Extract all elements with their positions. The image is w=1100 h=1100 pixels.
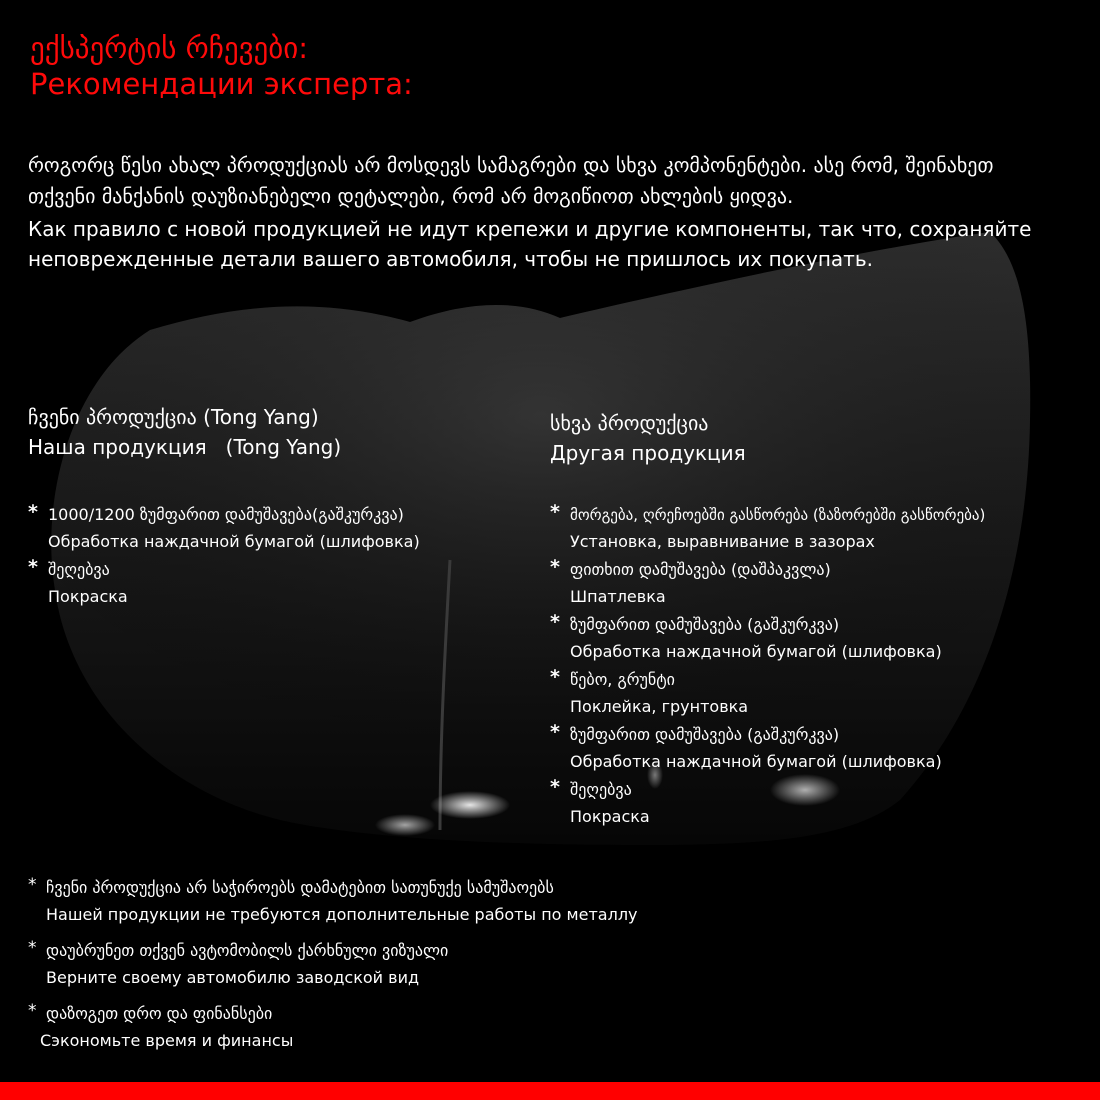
bullet-star-icon: * — [28, 938, 37, 958]
list-item-ru: Покраска — [570, 807, 650, 826]
list-item-ru: Шпатлевка — [570, 587, 666, 606]
bullet-star-icon: * — [550, 501, 560, 523]
list-item-ru: Нашей продукции не требуются дополнительные работы по металлу — [46, 905, 638, 924]
other-product-heading-ru: Другая продукция — [550, 441, 746, 465]
bullet-star-icon: * — [28, 1001, 37, 1021]
benefits-list — [28, 874, 1028, 1063]
other-product-heading-ka: სხვა პროდუქცია — [550, 411, 709, 435]
list-item-ka: ფითხით დამუშავება (დაშპაკვლა) — [570, 560, 831, 579]
list-item-ka: 1000/1200 ზუმფარით დამუშავება(გაშკურკვა) — [48, 505, 404, 524]
page-title — [30, 30, 413, 102]
bullet-star-icon: * — [28, 501, 38, 523]
list-item-ru: Верните своему автомобилю заводской вид — [46, 968, 420, 987]
list-item — [550, 667, 1100, 722]
list-item — [28, 1000, 1028, 1063]
intro-paragraph-ka: როგორც წესი ახალ პროდუქციას არ მოსდევს სამაგრები და სხვა კომპონენტები. ასე რომ, შეინახეთ თქვენი მანქანის დაუზიანებელი დეტალები, რომ არ მოგიწიოთ ახლების ყიდვა. — [28, 153, 994, 208]
bullet-star-icon: * — [28, 875, 37, 895]
list-item — [550, 557, 1100, 612]
list-item — [28, 937, 1028, 1000]
list-item-ru: Установка, выравнивание в зазорах — [570, 532, 875, 551]
intro-text — [28, 150, 1048, 274]
bullet-star-icon: * — [28, 556, 38, 578]
list-item-ka: ჩვენი პროდუქცია არ საჭიროებს დამატებით სათუნუქე სამუშაოებს — [46, 878, 554, 897]
other-product-column — [550, 408, 1100, 832]
list-item — [550, 777, 1100, 832]
page-title-ru: Рекомендации эксперта: — [30, 67, 413, 101]
list-item — [550, 722, 1100, 777]
list-item-ka: წებო, გრუნტი — [570, 670, 675, 689]
page-title-ka: ექსპერტის რჩევები: — [30, 31, 308, 65]
list-item-ru: Обработка наждачной бумагой (шлифовка) — [570, 752, 942, 771]
our-product-list — [28, 502, 588, 612]
other-product-list — [550, 502, 1100, 832]
bullet-star-icon: * — [550, 556, 560, 578]
list-item-ka: ზუმფარით დამუშავება (გაშკურკვა) — [570, 615, 840, 634]
list-item-ru: Поклейка, грунтовка — [570, 697, 749, 716]
list-item — [28, 502, 588, 557]
bullet-star-icon: * — [550, 776, 560, 798]
list-item — [550, 502, 1100, 557]
list-item-ru: Покраска — [48, 587, 128, 606]
list-item-ka: შეღებვა — [570, 780, 632, 799]
our-product-heading — [28, 402, 588, 462]
intro-paragraph-ru: Как правило с новой продукцией не идут крепежи и другие компоненты, так что, сохраняйте неповрежденные детали вашего автомобиля, чтобы не пришлось их покупать. — [28, 217, 1032, 271]
our-product-heading-ru: Наша продукция (Tong Yang) — [28, 435, 342, 459]
bullet-star-icon: * — [550, 721, 560, 743]
list-item-ru: Обработка наждачной бумагой (шлифовка) — [570, 642, 942, 661]
our-product-column — [28, 402, 588, 612]
footer-bar — [0, 1082, 1100, 1100]
list-item-ka: მორგება, ღრეჩოებში გასწორება (ზაზორებში გასწორება) — [570, 506, 986, 524]
list-item-ka: ზუმფარით დამუშავება (გაშკურკვა) — [570, 725, 840, 744]
list-item-ru: Обработка наждачной бумагой (шлифовка) — [48, 532, 420, 551]
list-item-ru: Сэкономьте время и финансы — [40, 1031, 294, 1050]
our-product-heading-ka: ჩვენი პროდუქცია (Tong Yang) — [28, 405, 319, 429]
list-item-ka: დაუბრუნეთ თქვენ ავტომობილს ქარხნული ვიზუალი — [46, 941, 449, 960]
list-item — [28, 874, 1028, 937]
bullet-star-icon: * — [550, 666, 560, 688]
list-item — [28, 557, 588, 612]
list-item-ka: დაზოგეთ დრო და ფინანსები — [46, 1004, 273, 1023]
list-item — [550, 612, 1100, 667]
bullet-star-icon: * — [550, 611, 560, 633]
other-product-heading — [550, 408, 1100, 468]
list-item-ka: შეღებვა — [48, 560, 110, 579]
